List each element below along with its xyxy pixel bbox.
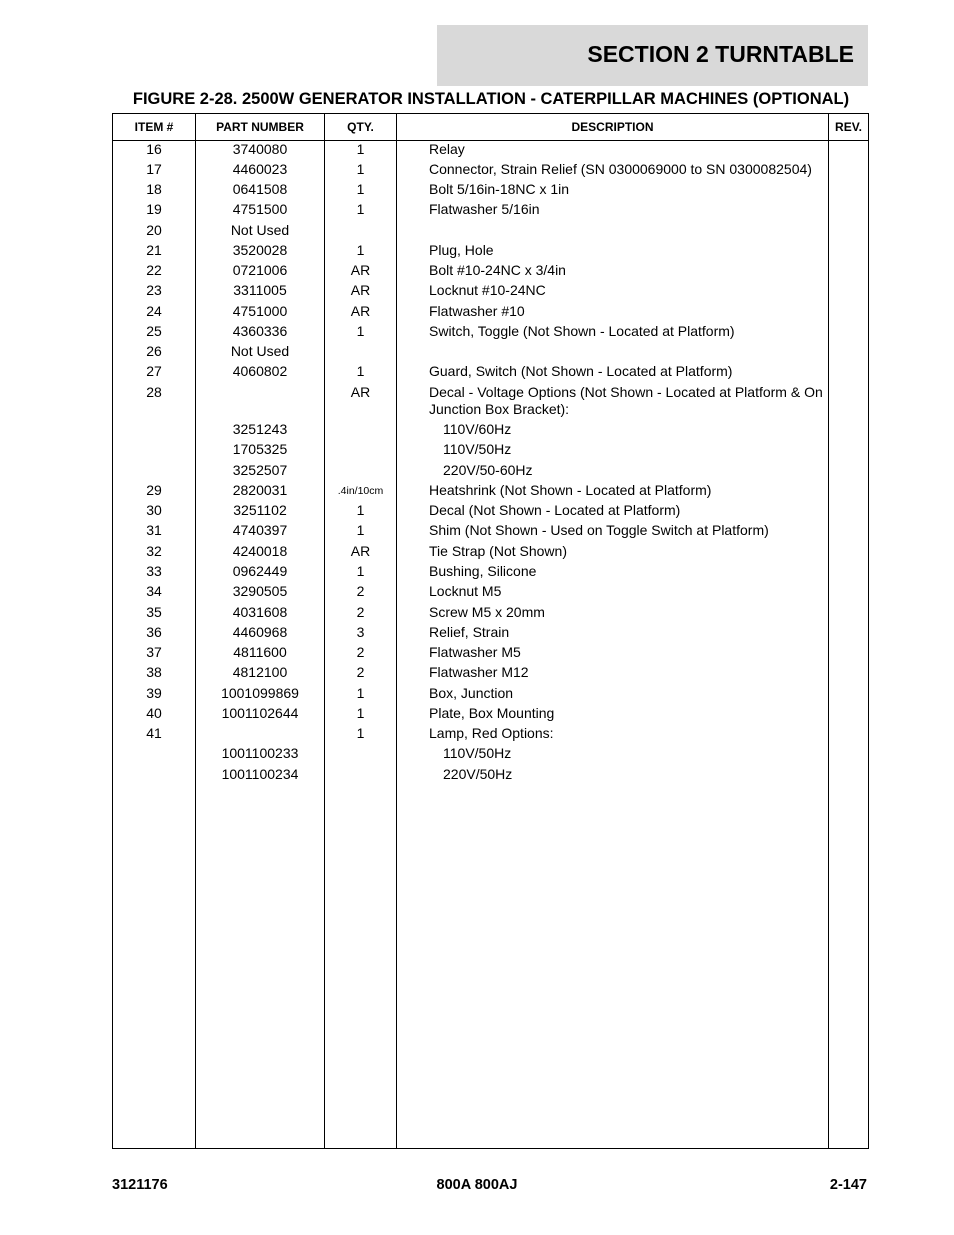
item-cell: 18	[146, 181, 162, 197]
item-cell: 40	[146, 705, 162, 721]
description-cell: Bushing, Silicone	[429, 563, 537, 579]
description-cell: Decal (Not Shown - Located at Platform)	[429, 502, 681, 518]
column-header-description: DESCRIPTION	[571, 120, 654, 134]
part-number-cell: 3520028	[232, 242, 288, 258]
description-cell: Relief, Strain	[429, 624, 510, 640]
qty-cell: 1	[356, 725, 365, 741]
description-cell: Tie Strap (Not Shown)	[429, 543, 567, 559]
description-cell: Lamp, Red Options:	[429, 725, 554, 741]
parts-table	[112, 113, 869, 1149]
part-number-cell: 1705325	[232, 441, 288, 457]
item-cell: 31	[146, 522, 162, 538]
qty-cell: 1	[356, 201, 365, 217]
qty-cell: AR	[350, 303, 371, 319]
part-number-cell: 4811600	[233, 644, 287, 660]
item-cell: 32	[146, 543, 162, 559]
description-cell: Heatshrink (Not Shown - Located at Platform)	[429, 482, 712, 498]
qty-cell: 1	[356, 563, 365, 579]
footer-document-number: 3121176	[112, 1177, 168, 1193]
part-number-cell: 4460968	[232, 624, 288, 640]
part-number-cell: 1001099869	[221, 685, 299, 701]
item-cell: 19	[146, 201, 162, 217]
part-number-cell: 3251102	[233, 502, 287, 518]
description-cell: Bolt #10-24NC x 3/4in	[429, 262, 566, 278]
footer-model: 800A 800AJ	[436, 1177, 518, 1193]
description-cell: 110V/50Hz	[443, 441, 512, 457]
part-number-cell: 0962449	[232, 563, 288, 579]
part-number-cell: 3252507	[232, 462, 288, 478]
description-cell: Plate, Box Mounting	[429, 705, 555, 721]
description-cell: Screw M5 x 20mm	[429, 604, 545, 620]
part-number-cell: Not Used	[230, 222, 290, 238]
part-number-cell: 4812100	[232, 664, 288, 680]
part-number-cell: 0641508	[232, 181, 288, 197]
item-cell: 39	[146, 685, 162, 701]
part-number-cell: 0721006	[232, 262, 288, 278]
column-header-part-number: PART NUMBER	[216, 120, 304, 134]
description-cell: Box, Junction	[429, 685, 514, 701]
item-cell: 17	[146, 161, 162, 177]
qty-cell: 2	[356, 604, 365, 620]
column-header-item: ITEM #	[134, 120, 174, 134]
part-number-cell: 4751000	[232, 303, 288, 319]
description-cell: 220V/50-60Hz	[443, 462, 533, 478]
qty-cell: 1	[356, 161, 365, 177]
qty-cell: 1	[356, 141, 365, 157]
description-cell: Switch, Toggle (Not Shown - Located at Platform)	[429, 323, 735, 339]
part-number-cell: 4460023	[232, 161, 288, 177]
part-number-cell: 1001102644	[221, 705, 299, 721]
part-number-cell: Not Used	[230, 343, 290, 359]
item-cell: 23	[146, 282, 162, 298]
qty-cell: AR	[350, 282, 371, 298]
description-cell: Decal - Voltage Options (Not Shown - Located at Platform & On Junction Box Bracket):	[429, 384, 823, 417]
figure-title: FIGURE 2-28. 2500W GENERATOR INSTALLATION - CATERPILLAR MACHINES (OPTIONAL)	[132, 90, 850, 108]
qty-cell: 1	[356, 705, 365, 721]
qty-cell: 1	[356, 502, 365, 518]
qty-cell: 1	[356, 181, 365, 197]
part-number-cell: 4060802	[232, 363, 288, 379]
item-cell: 36	[146, 624, 162, 640]
description-cell: Flatwasher 5/16in	[429, 201, 540, 217]
item-cell: 35	[146, 604, 162, 620]
description-cell: Connector, Strain Relief (SN 0300069000 to SN 0300082504)	[429, 161, 812, 177]
item-cell: 29	[146, 482, 162, 498]
item-cell: 20	[146, 222, 162, 238]
part-number-cell: 2820031	[232, 482, 288, 498]
part-number-cell: 4240018	[232, 543, 288, 559]
part-number-cell: 1001100233	[221, 745, 299, 761]
footer-page-number: 2-147	[829, 1177, 867, 1193]
qty-cell: 2	[356, 664, 365, 680]
qty-cell: 2	[356, 583, 365, 599]
part-number-cell: 3290505	[232, 583, 288, 599]
item-cell: 21	[146, 242, 162, 258]
description-cell: Relay	[429, 141, 465, 157]
item-cell: 37	[146, 644, 162, 660]
item-cell: 28	[146, 384, 162, 400]
section-header-box	[437, 25, 868, 86]
qty-cell: 1	[356, 363, 365, 379]
item-cell: 33	[146, 563, 162, 579]
item-cell: 26	[146, 343, 162, 359]
qty-cell: 1	[356, 522, 365, 538]
description-cell: Flatwasher M5	[429, 644, 521, 660]
description-cell: 110V/60Hz	[443, 421, 512, 437]
qty-cell: 1	[356, 323, 365, 339]
part-number-cell: 4031608	[232, 604, 288, 620]
description-cell: Flatwasher M12	[429, 664, 529, 680]
description-cell: 220V/50Hz	[443, 766, 513, 782]
column-header-qty: QTY.	[347, 120, 374, 134]
part-number-cell: 1001100234	[221, 766, 299, 782]
part-number-cell: 4740397	[232, 522, 288, 538]
qty-cell: 2	[356, 644, 365, 660]
item-cell: 16	[146, 141, 162, 157]
item-cell: 34	[146, 583, 162, 599]
qty-cell: 1	[356, 685, 365, 701]
qty-cell: 3	[356, 624, 365, 640]
column-header-rev: REV.	[835, 120, 862, 134]
description-cell: Bolt 5/16in-18NC x 1in	[429, 181, 570, 197]
description-cell: Flatwasher #10	[429, 303, 525, 319]
description-cell: 110V/50Hz	[443, 745, 512, 761]
qty-cell: AR	[350, 543, 371, 559]
part-number-cell: 4751500	[232, 201, 288, 217]
description-cell: Plug, Hole	[429, 242, 494, 258]
section-title: SECTION 2 TURNTABLE	[587, 41, 854, 67]
part-number-cell: 3251243	[232, 421, 288, 437]
item-cell: 22	[146, 262, 162, 278]
qty-cell: .4in/10cm	[337, 485, 384, 497]
item-cell: 38	[146, 664, 162, 680]
item-cell: 24	[146, 303, 162, 319]
item-cell: 41	[146, 725, 162, 741]
item-cell: 27	[146, 363, 162, 379]
description-cell: Locknut #10-24NC	[429, 282, 546, 298]
part-number-cell: 4360336	[232, 323, 288, 339]
description-cell: Guard, Switch (Not Shown - Located at Platform)	[429, 363, 733, 379]
qty-cell: AR	[350, 262, 371, 278]
item-cell: 25	[146, 323, 162, 339]
part-number-cell: 3740080	[232, 141, 288, 157]
column-divider	[396, 114, 397, 1148]
qty-cell: 1	[356, 242, 365, 258]
qty-cell: AR	[350, 384, 371, 400]
item-cell: 30	[146, 502, 162, 518]
description-cell: Locknut M5	[429, 583, 502, 599]
part-number-cell: 3311005	[233, 282, 287, 298]
description-cell: Shim (Not Shown - Used on Toggle Switch at Platform)	[429, 522, 769, 538]
